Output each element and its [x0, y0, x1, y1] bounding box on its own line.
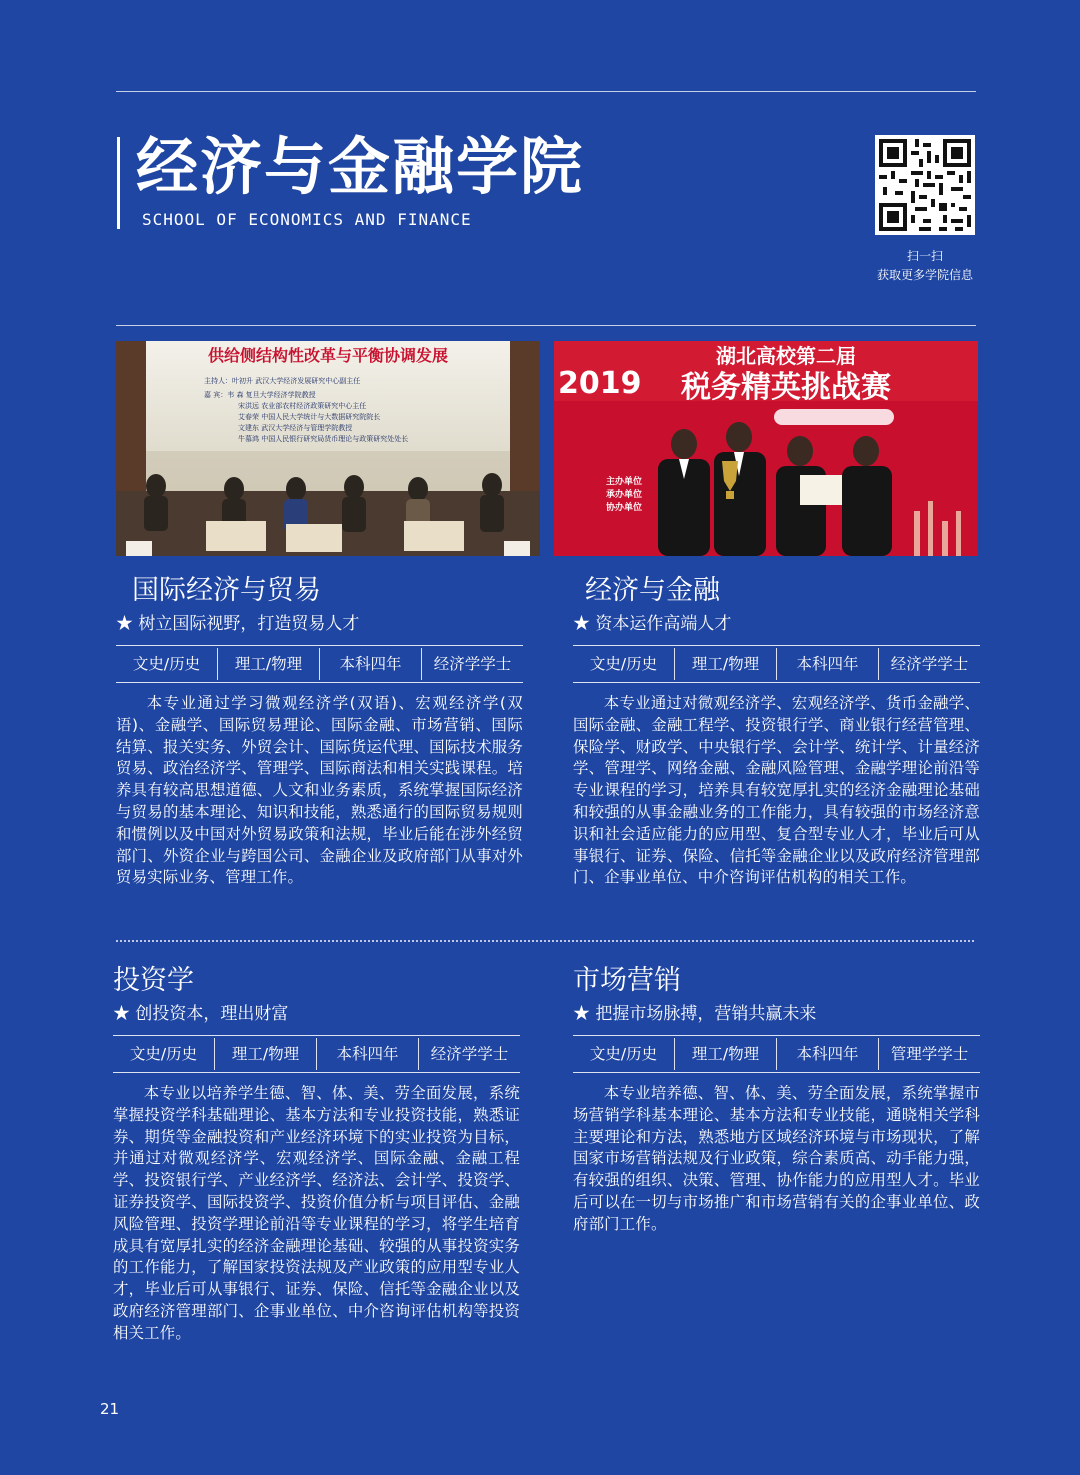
- section-divider: [116, 940, 974, 942]
- major-tags: [116, 645, 523, 683]
- major-economics-finance: [573, 573, 980, 889]
- page-subtitle: SCHOOL OF ECONOMICS AND FINANCE: [142, 210, 472, 229]
- major-title: 市场营销: [573, 965, 681, 996]
- major-tags: [573, 645, 980, 683]
- major-description: 本专业通过对微观经济学、宏观经济学、货币金融学、国际金融、金融工程学、投资银行学、商业银行经营管理、保险学、财政学、中央银行学、会计学、统计学、计量经济学、管理学、网络金融、金融风险管理、金融学理论前沿等专业课程的学习，培养具有较宽厚扎实的经济金融理论基础和较强的从事金融业务的工作能力，具有较强的市场经济意识和社会适应能力的应用型、复合型专业人才，毕业后可从事银行、证券、保险、信托等金融企业以及政府经济管理部门、企事业单位、中介咨询评估机构的相关工作。: [573, 694, 980, 887]
- major-slogan: ★ 创投资本，理出财富: [113, 1004, 289, 1024]
- major-tags: [113, 1035, 520, 1073]
- major-tags: [573, 1035, 980, 1073]
- forum-host-text: 主持人：叶初升 武汉大学经济发展研究中心副主任: [204, 377, 361, 385]
- major-description: 本专业通过学习微观经济学(双语)、宏观经济学(双语)、金融学、国际贸易理论、国际金融、市场营销、国际结算、报关实务、外贸会计、国际货运代理、国际技术服务贸易、政治经济学、管理学、国际商法和相关实践课程。培养具有较高思想道德、人文和业务素质，系统掌握国际经济与贸易的基本理论、知识和技能，熟悉通行的国际贸易规则和惯例以及中国对外贸易政策和法规，毕业后能在涉外经贸部门、外资企业与跨国公司、金融企业及政府部门从事对外贸易实际业务、管理工作。: [116, 694, 523, 887]
- title-accent-bar: [117, 137, 120, 229]
- major-slogan: ★ 资本运作高端人才: [573, 614, 732, 634]
- page-number: 21: [100, 1400, 120, 1418]
- tag-subject-history: 文史/历史: [589, 1045, 658, 1063]
- tag-subject-physics: 理工/物理: [217, 648, 319, 680]
- tag-subject-physics: 理工/物理: [674, 1038, 776, 1070]
- major-slogan: ★ 把握市场脉搏，营销共赢未来: [573, 1004, 817, 1024]
- qr-caption-line1: 扫一扫: [906, 249, 943, 263]
- tag-degree: 经济学学士: [878, 648, 980, 680]
- tag-subject-history: 文史/历史: [129, 1045, 198, 1063]
- major-title: 经济与金融: [585, 575, 720, 606]
- forum-guest-2: 宋洪远 农业部农村经济政策研究中心主任: [238, 402, 367, 410]
- forum-guest-5: 牛慕鸿 中国人民银行研究局货币理论与政策研究处处长: [238, 435, 409, 443]
- tag-duration: 本科四年: [319, 648, 421, 680]
- competition-side-label-2: 承办单位: [606, 490, 643, 500]
- major-title: 投资学: [113, 965, 194, 996]
- forum-guest-3: 艾春荣 中国人民大学统计与大数据研究院院长: [238, 413, 381, 421]
- tag-subject-history: 文史/历史: [132, 655, 201, 673]
- tag-subject-physics: 理工/物理: [674, 648, 776, 680]
- forum-guest-4: 文建东 武汉大学经济与管理学院教授: [238, 424, 353, 432]
- competition-year: 2019: [558, 366, 642, 401]
- tag-degree: 经济学学士: [421, 648, 523, 680]
- forum-banner-text: 供给侧结构性改革与平衡协调发展: [207, 346, 449, 365]
- forum-photo: [116, 341, 540, 556]
- top-divider: [116, 91, 976, 92]
- tag-duration: 本科四年: [776, 1038, 878, 1070]
- tag-degree: 经济学学士: [418, 1038, 520, 1070]
- competition-banner-line1: 湖北高校第二届: [716, 344, 856, 368]
- tag-subject-physics: 理工/物理: [214, 1038, 316, 1070]
- major-description: 本专业培养德、智、体、美、劳全面发展，系统掌握市场营销学科基本理论、基本方法和专业技能，通晓相关学科主要理论和方法，熟悉地方区域经济环境与市场现状，了解国家市场营销法规及行业政策，综合素质高、动手能力强，有较强的组织、决策、管理、协作能力的应用型人才。毕业后可以在一切与市场推广和市场营销有关的企事业单位、政府部门工作。: [573, 1084, 980, 1233]
- tag-duration: 本科四年: [776, 648, 878, 680]
- competition-side-label-3: 协办单位: [606, 503, 643, 513]
- major-investment: [113, 963, 520, 1345]
- qr-caption: [858, 247, 992, 285]
- tag-degree: 管理学学士: [878, 1038, 980, 1070]
- tag-duration: 本科四年: [316, 1038, 418, 1070]
- qr-caption-line2: 获取更多学院信息: [876, 268, 973, 282]
- page-title: 经济与金融学院: [136, 130, 585, 203]
- competition-photo: [554, 341, 978, 556]
- competition-banner-line2: 税务精英挑战赛: [681, 370, 891, 405]
- major-slogan: ★ 树立国际视野，打造贸易人才: [116, 614, 360, 634]
- major-description: 本专业以培养学生德、智、体、美、劳全面发展，系统掌握投资学科基础理论、基本方法和专业投资技能，熟悉证券、期货等金融投资和产业经济环境下的实业投资为目标，并通过对微观经济学、宏观经济学、国际金融、金融工程学、投资银行学、产业经济学、经济法、会计学、投资学、证券投资学、国际投资学、投资价值分析与项目评估、金融风险管理、投资学理论前沿等专业课程的学习，将学生培育成具有宽厚扎实的经济金融理论基础、较强的从事投资实务的工作能力，了解国家投资法规及产业政策的应用型专业人才，毕业后可从事银行、证券、保险、信托等金融企业以及政府经济管理部门、企事业单位、中介咨询评估机构等投资相关工作。: [113, 1084, 520, 1342]
- forum-guest-1: 嘉 宾：韦 森 复旦大学经济学院教授: [204, 391, 316, 399]
- major-marketing: [573, 963, 980, 1236]
- tag-subject-history: 文史/历史: [589, 655, 658, 673]
- major-international-trade: [116, 573, 523, 889]
- competition-side-label-1: 主办单位: [606, 477, 643, 487]
- major-title: 国际经济与贸易: [132, 575, 321, 606]
- header-divider: [116, 325, 976, 326]
- qr-code-icon[interactable]: [875, 135, 975, 235]
